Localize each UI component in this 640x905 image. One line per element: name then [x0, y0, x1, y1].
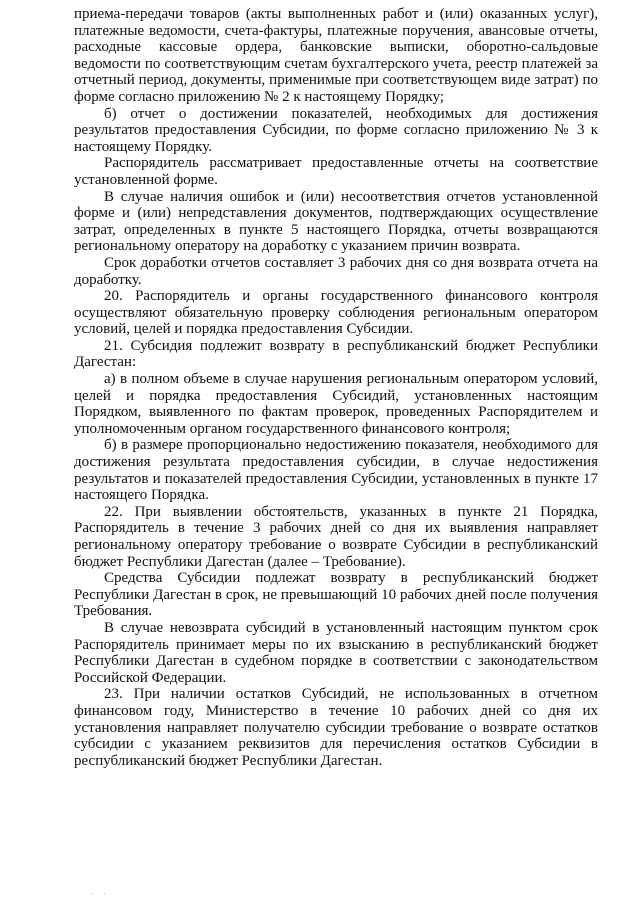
paragraph-revision-term: Срок доработки отчетов составляет 3 рабочих дня со дня возврата отчета на доработку.	[74, 254, 598, 288]
paragraph-22: 22. При выявлении обстоятельств, указанных в пункте 21 Порядка, Распорядитель в течение 3 рабочих дней со дня их выявления направляет региональному оператору требование о возврате Субсидии в республиканский бюджет Республики Дагестан (далее – Требование).	[74, 503, 598, 570]
scan-dot	[104, 893, 105, 894]
paragraph-23: 23. При наличии остатков Субсидий, не использованных в отчетном финансовом году, Министерство в течение 10 рабочих дней со дня их установления направляет получателю субсидии требование о возврате остатков субсидии с указанием реквизитов для перечисления остатков Субсидии в республиканский бюджет Республики Дагестан.	[74, 686, 598, 769]
scan-dot	[92, 893, 93, 894]
paragraph-21-a: а) в полном объеме в случае нарушения региональным оператором условий, целей и порядка предоставления Субсидий, установленных настоящим Порядком, выявленного по фактам проверок, проведенных Распорядителем и уполномоченным органом государственного финансового контроля;	[74, 371, 598, 437]
paragraph-20: 20. Распорядитель и органы государственного финансового контроля осуществляют обязательную проверку соблюдения региональным оператором условий, целей и порядка предоставления Субсидии.	[74, 288, 598, 338]
paragraph-21: 21. Субсидия подлежит возврату в республиканский бюджет Республики Дагестан:	[74, 337, 598, 371]
document-body	[74, 6, 598, 769]
paragraph-continuation: приема-передачи товаров (акты выполненных работ и (или) оказанных услуг), платежные ведомости, счета-фактуры, платежные поручения, авансовые отчеты, расходные кассовые ордера, банковские выписки, оборотно-сальдовые ведомости по соответствующим счетам бухгалтерского учета, реестр платежей за отчетный период, документы, применимые при соответствующем виде затрат) по форме согласно приложению № 2 к настоящему Порядку;	[74, 6, 598, 105]
paragraph-22-funds: Средства Субсидии подлежат возврату в республиканский бюджет Республики Дагестан в срок, не превышающий 10 рабочих дней после получения Требования.	[74, 570, 598, 620]
paragraph-review: Распорядитель рассматривает предоставленные отчеты на соответствие установленной форме.	[74, 155, 598, 188]
paragraph-22-non-return: В случае невозврата субсидий в установленный настоящим пунктом срок Распорядитель принимает меры по их взысканию в республиканский бюджет Республики Дагестан в судебном порядке в соответствии с законодательством Российской Федерации.	[74, 619, 598, 686]
paragraph-errors: В случае наличия ошибок и (или) несоответствия отчетов установленной форме и (или) непредставления документов, подтверждающих осуществление затрат, определенных в пункте 5 настоящего Порядка, отчеты возвращаются региональному оператору на доработку с указанием причин возврата.	[74, 188, 598, 255]
paragraph-item-b-report: б) отчет о достижении показателей, необходимых для достижения результатов предоставления Субсидии, по форме согласно приложению № 3 к настоящему Порядку.	[74, 105, 598, 155]
paragraph-21-b: б) в размере пропорционально недостижению показателя, необходимого для достижения результата предоставления субсидии, в случае недостижения результатов и показателей предоставления Субсидии, установленных в пункте 17 настоящего Порядка.	[74, 437, 598, 504]
